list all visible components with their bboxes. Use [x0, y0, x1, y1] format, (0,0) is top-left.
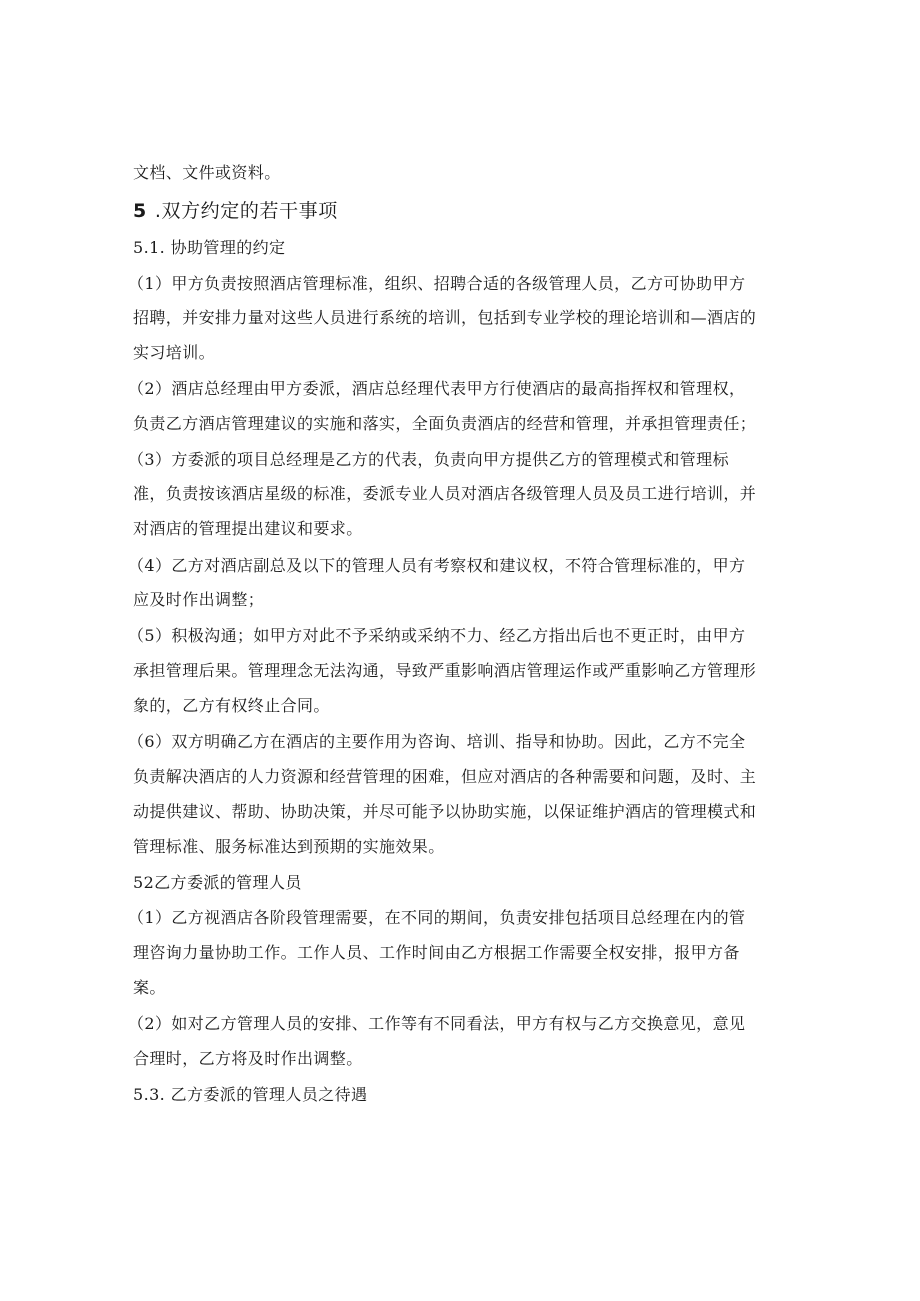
section-number: 5: [133, 200, 147, 222]
section-title: .双方约定的若干事项: [154, 200, 338, 222]
paragraph-5-2-1-line-2: 理咨询力量协助工作。工作人员、工作时间由乙方根据工作需要全权安排，报甲方备: [133, 943, 740, 962]
paragraph-5-1-6-line-4: 管理标准、服务标准达到预期的实施效果。: [133, 837, 445, 856]
paragraph-5-1-3-line-2: 准，负责按该酒店星级的标准，委派专业人员对酒店各级管理人员及员工进行培训，并: [133, 484, 757, 503]
paragraph-5-1-1-line-2: 招聘，并安排力量对这些人员进行系统的培训，包括到专业学校的理论培训和—酒店的: [133, 308, 757, 327]
paragraph-5-1-5-line-2: 承担管理后果。管理理念无法沟通，导致严重影响酒店管理运作或严重影响乙方管理形: [133, 661, 757, 680]
paragraph-5-1-2-line-2: 负责乙方酒店管理建议的实施和落实，全面负责酒店的经营和管理，并承担管理责任；: [133, 414, 757, 433]
paragraph-5-1-4-line-2: 应及时作出调整；: [133, 590, 265, 609]
subsection-5-1-title: 5.1. 协助管理的约定: [133, 238, 286, 257]
paragraph-5-2-1-line-1: （1）乙方视酒店各阶段管理需要，在不同的期间，负责安排包括项目总经理在内的管: [128, 908, 746, 927]
paragraph-5-1-1-line-1: （1）甲方负责按照酒店管理标准，组织、招聘合适的各级管理人员，乙方可协助甲方: [128, 274, 746, 293]
paragraph-5-1-6-line-3: 动提供建议、帮助、协助决策，并尽可能予以协助实施，以保证维护酒店的管理模式和: [133, 802, 757, 821]
paragraph-5-1-3-line-3: 对酒店的管理提出建议和要求。: [133, 519, 363, 538]
paragraph-5-1-3-line-1: （3）方委派的项目总经理是乙方的代表，负责向甲方提供乙方的管理模式和管理标: [128, 450, 729, 469]
paragraph-5-1-6-line-2: 负责解决酒店的人力资源和经营管理的困难，但应对酒店的各种需要和问题，及时、主: [133, 767, 757, 786]
subsection-5-3-title: 5.3. 乙方委派的管理人员之待遇: [133, 1085, 368, 1104]
subsection-5-2-title: 52乙方委派的管理人员: [133, 873, 302, 892]
paragraph-5-2-2-line-2: 合理时，乙方将及时作出调整。: [133, 1049, 363, 1068]
paragraph-5-1-1-line-3: 实习培训。: [133, 343, 216, 362]
section-heading: [133, 199, 338, 223]
paragraph-5-1-5-line-1: （5）积极沟通；如甲方对此不予采纳或采纳不力、经乙方指出后也不更正时，由甲方: [128, 626, 746, 645]
paragraph-5-1-6-line-1: （6）双方明确乙方在酒店的主要作用为咨询、培训、指导和协助。因此，乙方不完全: [128, 732, 746, 751]
paragraph-5-2-1-line-3: 案。: [133, 978, 166, 997]
paragraph-5-1-2-line-1: （2）酒店总经理由甲方委派，酒店总经理代表甲方行使酒店的最高指挥权和管理权，: [128, 379, 746, 398]
paragraph-5-1-4-line-1: （4）乙方对酒店副总及以下的管理人员有考察权和建议权，不符合管理标准的，甲方: [128, 556, 746, 575]
paragraph-5-2-2-line-1: （2）如对乙方管理人员的安排、工作等有不同看法，甲方有权与乙方交换意见，意见: [128, 1014, 746, 1033]
paragraph-5-1-5-line-3: 象的，乙方有权终止合同。: [133, 696, 330, 715]
opening-line: 文档、文件或资料。: [133, 163, 281, 182]
